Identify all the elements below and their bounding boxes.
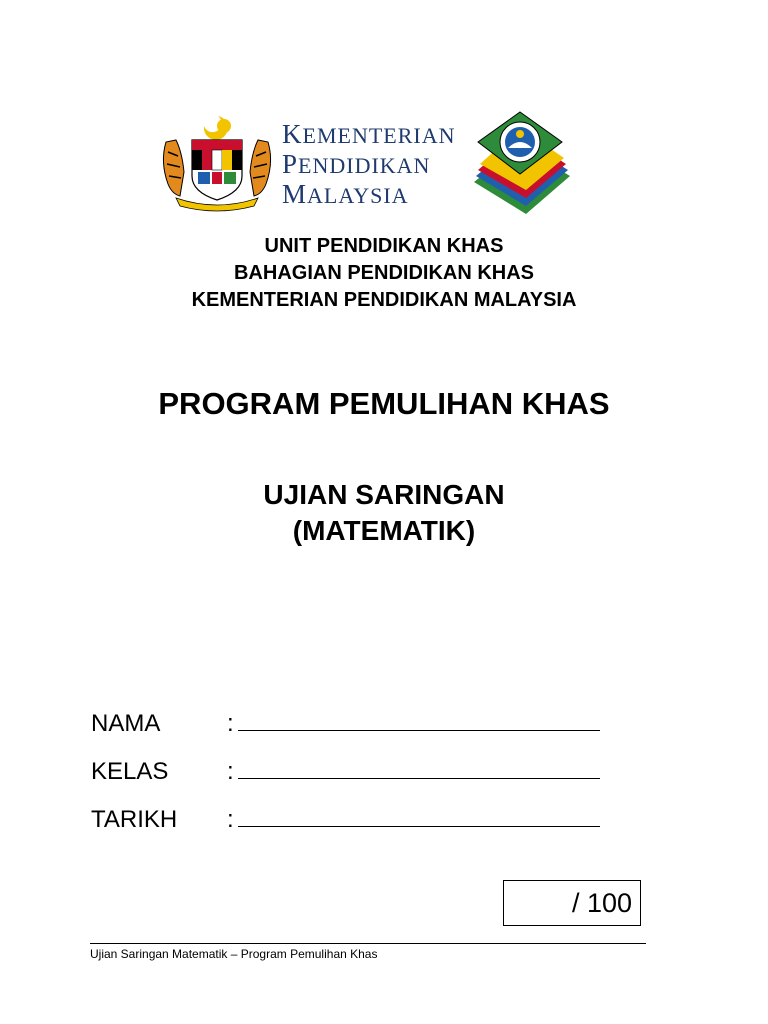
kelas-label: KELAS <box>91 758 169 785</box>
header-line-unit: UNIT PENDIDIKAN KHAS <box>264 235 504 257</box>
score-box[interactable]: / 100 <box>503 880 641 926</box>
test-title-line2: (MATEMATIK) <box>292 515 476 546</box>
nama-separator: : <box>227 710 234 737</box>
nama-field[interactable] <box>91 710 600 738</box>
tarikh-input-line[interactable] <box>238 806 600 827</box>
footer-text: Ujian Saringan Matematik – Program Pemulihan Khas <box>90 947 378 961</box>
header-line-ministry: KEMENTERIAN PENDIDIKAN MALAYSIA <box>191 289 577 311</box>
program-title: PROGRAM PEMULIHAN KHAS <box>158 386 610 421</box>
special-education-emblem <box>466 110 574 216</box>
test-title-line1: UJIAN SARINGAN <box>263 479 505 510</box>
header-line-division: BAHAGIAN PENDIDIKAN KHAS <box>233 262 534 284</box>
tarikh-field[interactable] <box>91 806 600 834</box>
coat-of-arms-logo <box>158 112 276 212</box>
kelas-input-line[interactable] <box>238 758 600 779</box>
footer-divider <box>90 943 646 944</box>
header-block <box>0 233 768 314</box>
test-title <box>0 477 768 549</box>
nama-input-line[interactable] <box>238 710 600 731</box>
kelas-separator: : <box>227 758 234 785</box>
nama-label: NAMA <box>91 710 161 737</box>
tarikh-separator: : <box>227 806 234 833</box>
kpm-wordmark: KEMENTERIAN PENDIDIKAN MALAYSIA <box>282 119 456 209</box>
kelas-field[interactable] <box>91 758 600 786</box>
tarikh-label: TARIKH <box>91 806 178 833</box>
